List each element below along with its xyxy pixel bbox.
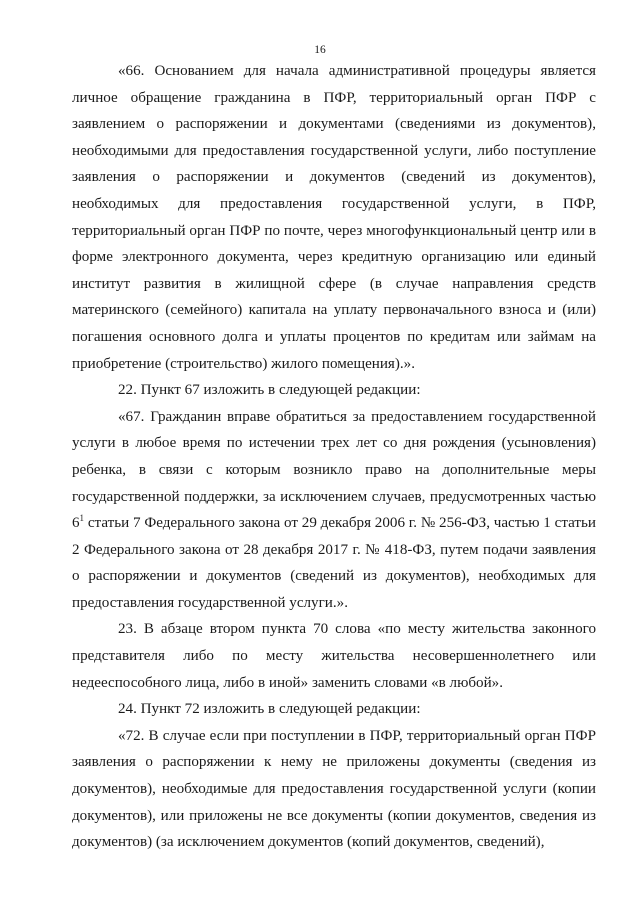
paragraph-item-66: «66. Основанием для начала административной процедуры является личное обращение гражданина в ПФР, территориальный орган ПФР с заявлением о распоряжении и документами (сведениями из документов), необходимыми для предоставления государственной услуги, либо поступление заявления о распоряжении и документов (сведений из документов), необходимых для предоставления государственной услуги, в ПФР, территориальный орган ПФР по почте, через многофункциональный центр или в форме электронного документа, через кредитную организацию или единый институт развития в жилищной сфере (в случае направления средств материнского (семейного) капитала на уплату первоначального взноса и (или) погашения основного долга и уплаты процентов по кредитам или займам на приобретение (строительство) жилого помещения).». xyxy=(72,63,596,372)
paragraph-amendment-23: 23. В абзаце втором пункта 70 слова «по месту жительства законного представителя либо по месту жительства несовершеннолетнего или недееспособного лица, либо в иной» заменить словами «в любой». xyxy=(72,621,596,691)
paragraph-item-67 xyxy=(72,404,596,617)
paragraph-item-67-text-after: статьи 7 Федерального закона от 29 декабря 2006 г. № 256-ФЗ, частью 1 статьи 2 Федерального закона от 28 декабря 2017 г. № 418-ФЗ, путем подачи заявления о распоряжении и документов (сведений из документов), необходимых для предоставления государственной услуги.». xyxy=(72,515,596,611)
paragraph-item-72: «72. В случае если при поступлении в ПФР, территориальный орган ПФР заявления о распоряжении к нему не приложены документы (сведения из документов), необходимые для предоставления государственной услуги (копии документов), или приложены не все документы (копии документов, сведения из документов) (за исключением документов (копий документов, сведений), xyxy=(72,727,596,851)
document-body xyxy=(72,58,596,856)
paragraph-amendment-22: 22. Пункт 67 изложить в следующей редакции: xyxy=(118,382,421,399)
page-number: 16 xyxy=(314,44,326,56)
paragraph-item-67-text-before: «67. Гражданин вправе обратиться за предоставлением государственной услуги в любое время по истечении трех лет со дня рождения (усыновления) ребенка, в связи с которым возникло право на дополнительные меры государственной поддержки, за исключением случаев, предусмотренных частью 6 xyxy=(72,408,596,532)
superscript-index: 1 xyxy=(79,513,85,524)
paragraph-amendment-24: 24. Пункт 72 изложить в следующей редакции: xyxy=(118,701,421,718)
